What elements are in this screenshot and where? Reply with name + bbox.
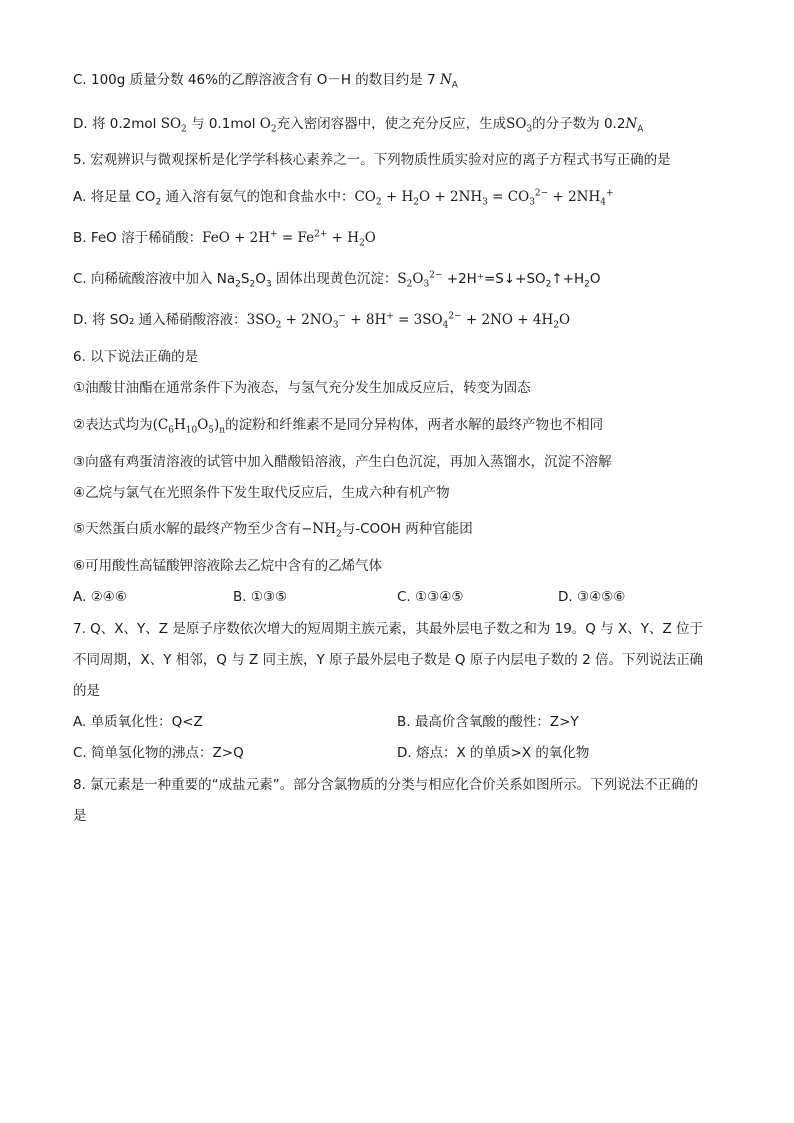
q6-statement-2-pre: ②表达式均为: [73, 417, 153, 433]
q7-stem-line-1: 7. Q、X、Y、Z 是原子序数依次增大的短周期主族元素，其最外层电子数之和为 19。Q 与 X、Y、Z 位于: [73, 621, 704, 637]
q7-stem-line-3: 的是: [73, 683, 100, 699]
q5-option-c-text: C. 向稀硫酸溶液中加入 $Na_2S_2O_3$ 固体出现黄色沉淀：: [73, 271, 398, 290]
q6-amino-group: $-NH_2$: [301, 521, 342, 540]
q5-option-d-text: D. 将 SO₂ 通入稀硝酸溶液：: [73, 312, 247, 328]
q4-option-d-text: D. 将 0.2mol $SO_2$ 与 0.1mol $O_2$充入密闭容器中，使之充分反应，生成$SO_3$的分子数为 $0.2N_A$: [73, 116, 644, 135]
q7-option-d: D. 熔点：X 的单质>X 的氧化物: [397, 745, 590, 761]
q6-statement-1: ①油酸甘油酯在通常条件下为液态，与氢气充分发生加成反应后，转变为固态: [73, 380, 531, 396]
q6-formula: $(C_6H_{10}O_5)_n$: [152, 417, 226, 436]
q4-option-d: [73, 114, 643, 134]
q5-option-a: [73, 187, 614, 207]
q6-statement-5-pre: ⑤天然蛋白质水解的最终产物至少含有: [73, 521, 302, 537]
q7-option-a: A. 单质氧化性：Q<Z: [73, 714, 203, 730]
q5-option-b-text: B. FeO 溶于稀硝酸：: [73, 230, 203, 246]
q6-statement-2-post: 的淀粉和纤维素不是同分异构体，两者水解的最终产物也不相同: [225, 417, 604, 433]
q5-option-d: [73, 310, 570, 330]
q6-statement-4: ④乙烷与氯气在光照条件下发生取代反应后，生成六种有机产物: [73, 485, 450, 501]
q6-statement-5-post: 与-COOH 两种官能团: [341, 521, 473, 537]
q7-stem-line-2: 不同周期，X、Y 相邻，Q 与 Z 同主族，Y 原子最外层电子数是 Q 原子内层电子数的 2 倍。下列说法正确: [73, 652, 703, 668]
q6-option-a: A. ②④⑥: [73, 589, 127, 605]
q6-option-d: D. ③④⑤⑥: [558, 589, 626, 605]
q5-option-d-equation: $3SO_2 + 2NO_3^- + 8H^+ = 3SO_4^{2-} + 2NO + 4H_2O$: [246, 311, 571, 331]
q5-option-a-text: A. 将足量 $CO_2$ 通入溶有氨气的饱和食盐水中：: [73, 189, 355, 208]
q5-option-b: [73, 228, 376, 248]
q6-stem: 6. 以下说法正确的是: [73, 349, 199, 365]
q6-option-c: C. ①③④⑤: [397, 589, 464, 605]
q6-statement-5: [73, 519, 473, 539]
q5-option-b-equation: FeO + $2H^+ = Fe^{2+} + H_2O$: [202, 229, 376, 249]
q5-option-c-equation: $S_2O_3^{2-}$ $+2H^+=S↓+SO_2↑+H_2O$: [397, 270, 601, 290]
q6-option-b: B. ①③⑤: [233, 589, 288, 605]
q6-statement-2: [73, 415, 603, 435]
q7-option-b: B. 最高价含氧酸的酸性：Z>Y: [397, 714, 579, 730]
q4-option-c: [73, 70, 458, 90]
q8-stem-line-2: 是: [73, 808, 87, 824]
q4-option-c-text: C. 100g 质量分数 46%的乙醇溶液含有 O－H 的数目约是 7 $N_A$: [73, 72, 458, 91]
q7-option-c: C. 简单氢化物的沸点：Z>Q: [73, 745, 244, 761]
q5-stem: 5. 宏观辨识与微观探析是化学学科核心素养之一。下列物质性质实验对应的离子方程式书写正确的是: [73, 152, 671, 168]
q5-option-c: [73, 269, 601, 289]
q6-statement-6: ⑥可用酸性高锰酸钾溶液除去乙烷中含有的乙烯气体: [73, 558, 383, 574]
q6-statement-3: ③向盛有鸡蛋清溶液的试管中加入醋酸铅溶液，产生白色沉淀，再加入蒸馏水，沉淀不溶解: [73, 454, 612, 470]
q5-option-a-equation: $CO_2 + H_2O + 2NH_3 = CO_3^{2-} + 2NH_4^+$: [354, 188, 614, 208]
q8-stem-line-1: 8. 氯元素是一种重要的“成盐元素”。部分含氯物质的分类与相应化合价关系如图所示。下列说法不正确的: [73, 777, 699, 793]
